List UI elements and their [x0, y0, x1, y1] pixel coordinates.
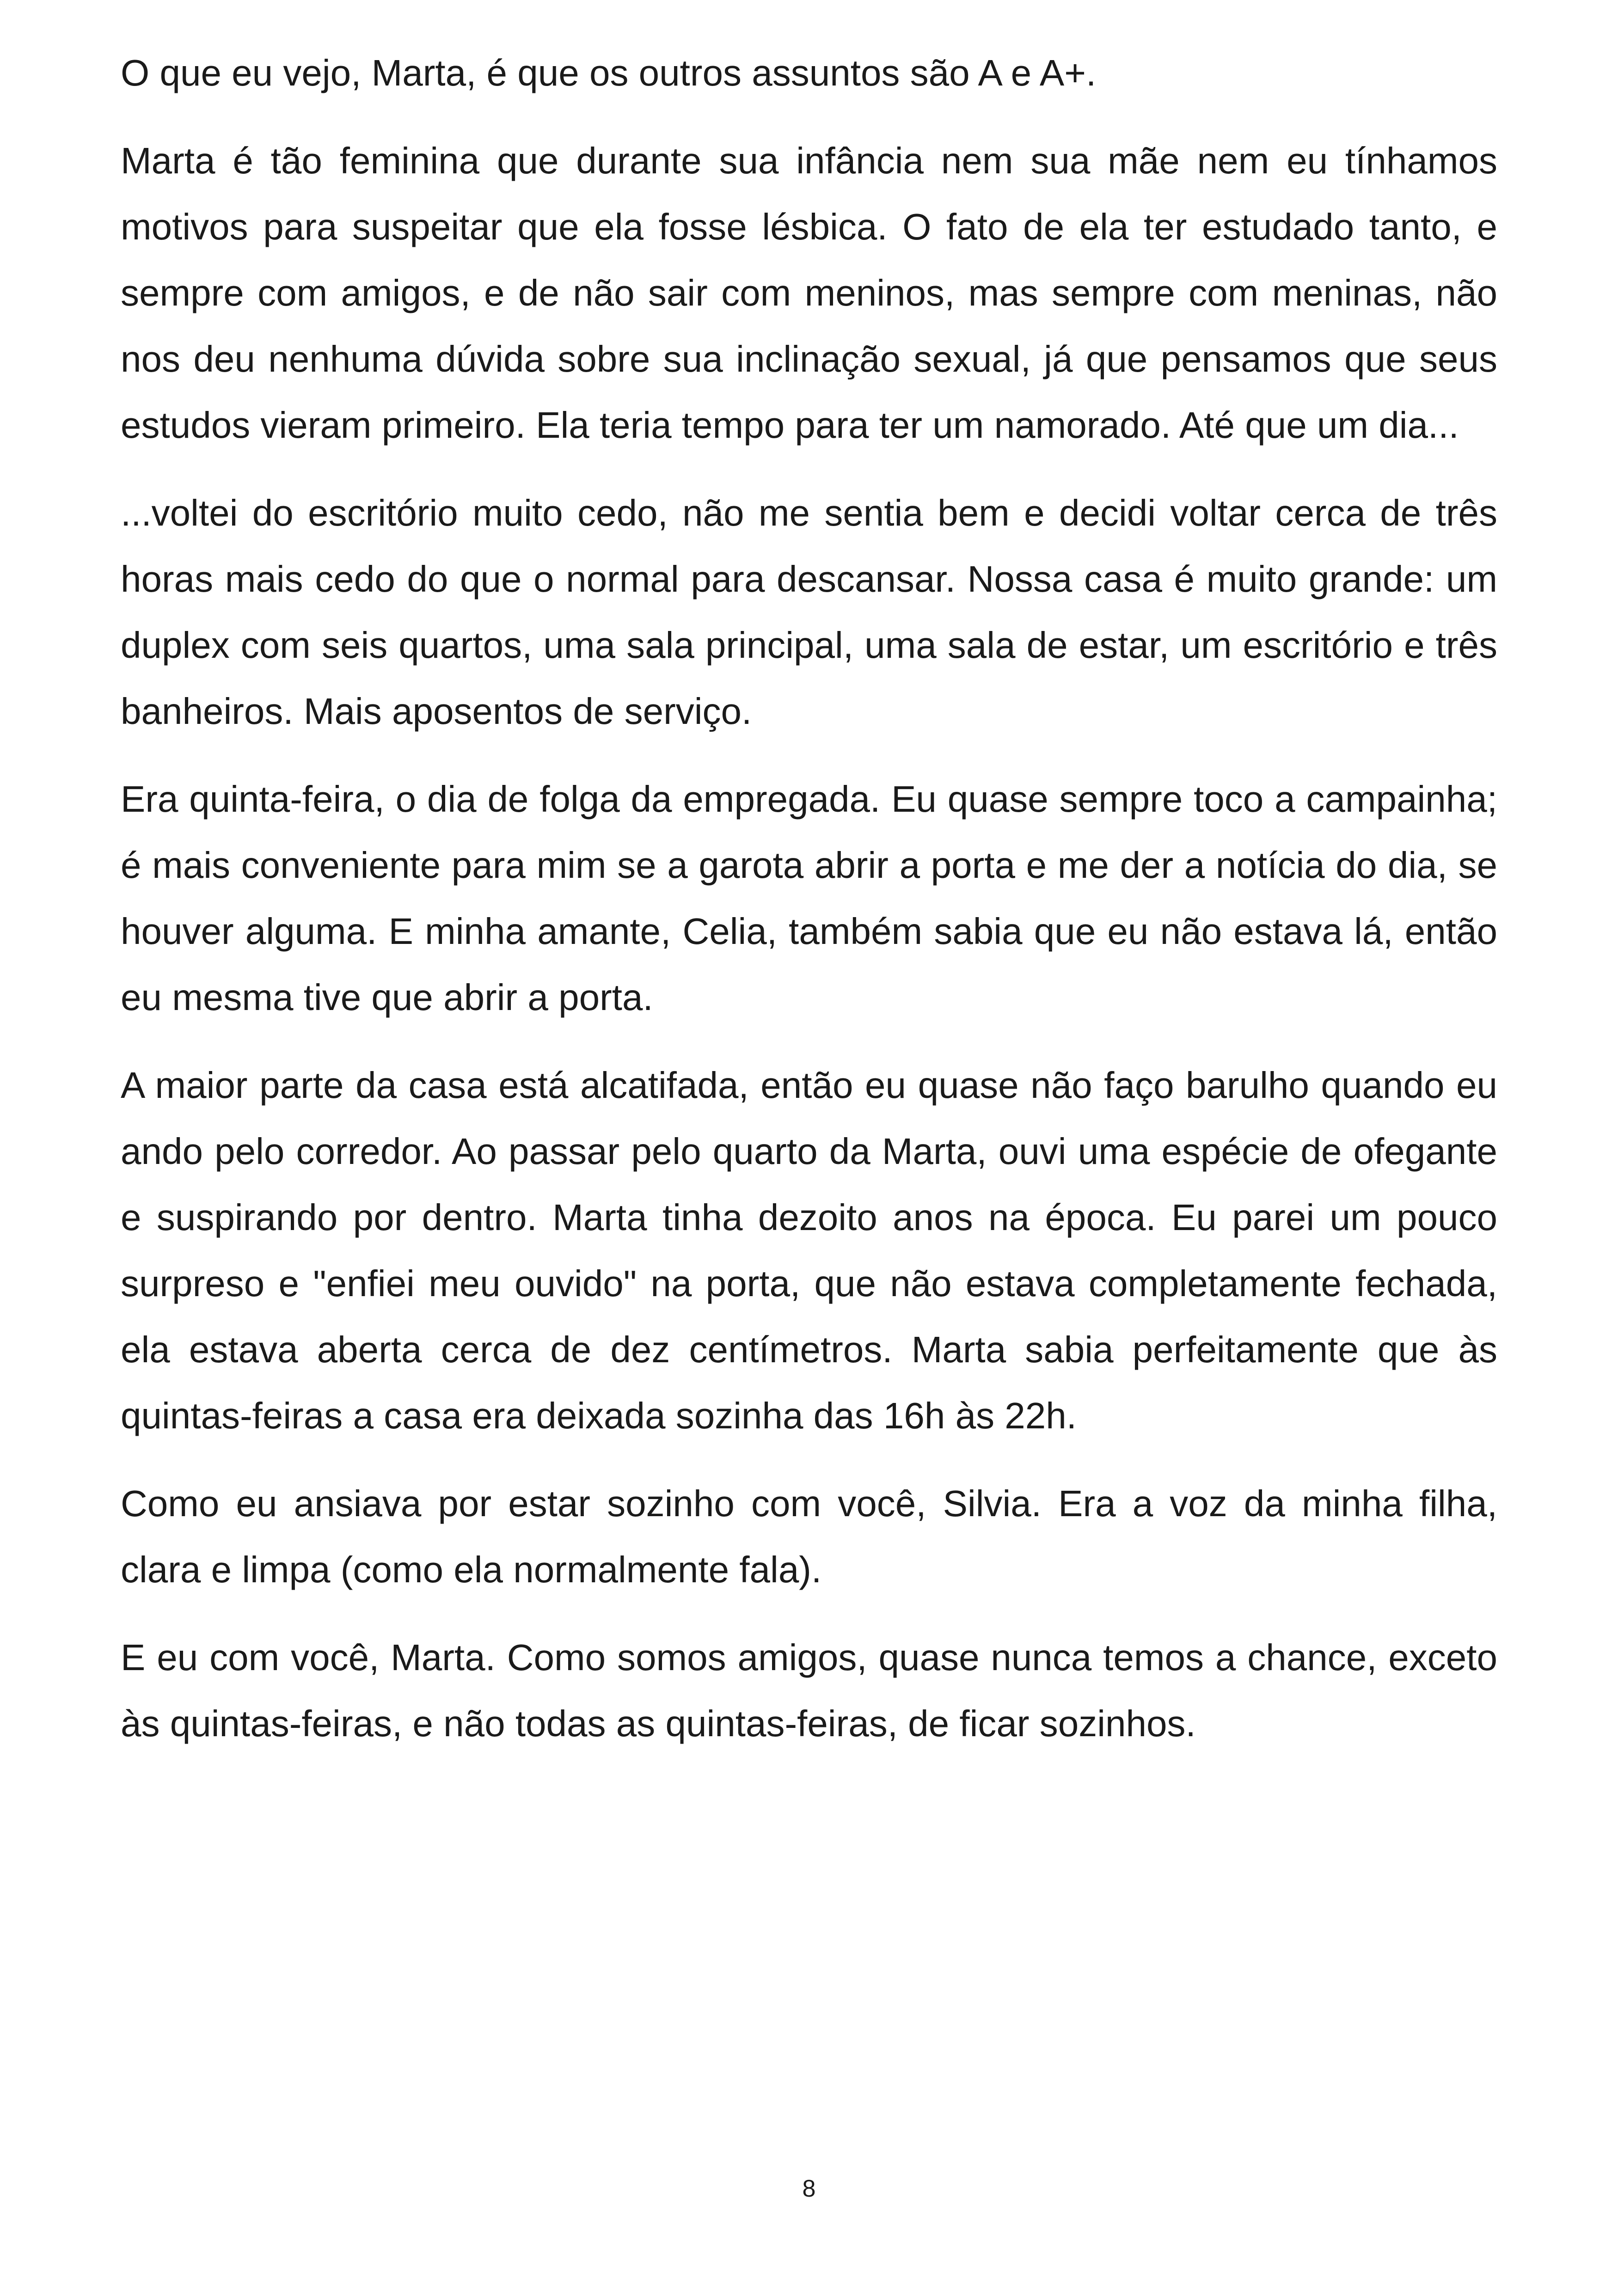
page-number: 8: [802, 2175, 816, 2202]
paragraph-4: Era quinta-feira, o dia de folga da empregada. Eu quase sempre toco a campainha; é mais conveniente para mim se a garota abrir a porta e me der a notícia do dia, se houver alguma. E minha amante, Celia, também sabia que eu não estava lá, então eu mesma tive que abrir a porta.: [121, 778, 1497, 1018]
paragraph-2: Marta é tão feminina que durante sua infância nem sua mãe nem eu tínhamos motivos para suspeitar que ela fosse lésbica. O fato de ela ter estudado tanto, e sempre com amigos, e de não sair com meninos, mas sempre com meninas, não nos deu nenhuma dúvida sobre sua inclinação sexual, já que pensamos que seus estudos vieram primeiro. Ela teria tempo para ter um namorado. Até que um dia...: [121, 140, 1497, 446]
paragraph-5: A maior parte da casa está alcatifada, então eu quase não faço barulho quando eu ando pelo corredor. Ao passar pelo quarto da Marta, ouvi uma espécie de ofegante e suspirando por dentro. Marta tinha dezoito anos na época. Eu parei um pouco surpreso e "enfiei meu ouvido" na porta, que não estava completamente fechada, ela estava aberta cerca de dez centímetros. Marta sabia perfeitamente que às quintas-feiras a casa era deixada sozinha das 16h às 22h.: [121, 1065, 1497, 1436]
paragraph-7: E eu com você, Marta. Como somos amigos, quase nunca temos a chance, exceto às quintas-feiras, e não todas as quintas-feiras, de ficar sozinhos.: [121, 1637, 1497, 1744]
paragraph-1: O que eu vejo, Marta, é que os outros assuntos são A e A+.: [121, 52, 1097, 93]
paragraph-6: Como eu ansiava por estar sozinho com você, Silvia. Era a voz da minha filha, clara e limpa (como ela normalmente fala).: [121, 1483, 1497, 1590]
paragraph-3: ...voltei do escritório muito cedo, não me sentia bem e decidi voltar cerca de três horas mais cedo do que o normal para descansar. Nossa casa é muito grande: um duplex com seis quartos, uma sala principal, uma sala de estar, um escritório e três banheiros. Mais aposentos de serviço.: [121, 492, 1497, 732]
body-text: [121, 40, 1497, 1778]
